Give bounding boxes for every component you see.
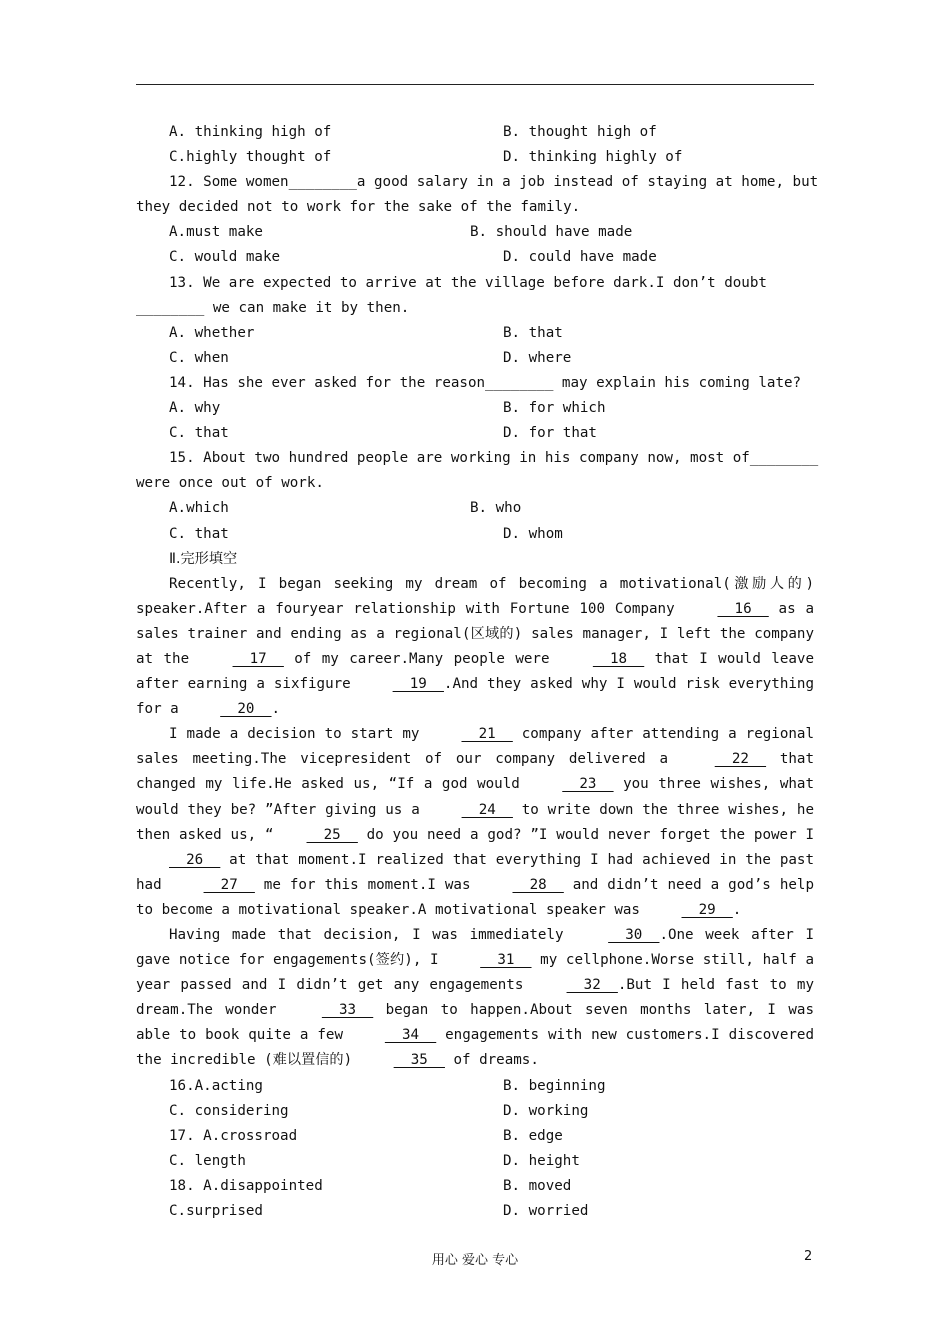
q15-options-row2 (136, 522, 814, 547)
q15-option-d: D. whom (503, 525, 563, 542)
q14-option-b: B. for which (503, 400, 606, 417)
q11-options-row2 (136, 145, 814, 170)
q16-option-a: 16.A.acting (169, 1077, 263, 1094)
q16-option-b: B. beginning (503, 1077, 606, 1094)
q12-option-d: D. could have made (503, 249, 657, 266)
q17-option-d: D. height (503, 1152, 580, 1169)
blank-31: __31__ (480, 952, 532, 969)
q13-options-row1 (136, 321, 814, 346)
blank-25: __25__ (306, 826, 358, 843)
q12-options-row2 (136, 245, 814, 270)
q13-stem-cont: ________ we can make it by then. (136, 299, 410, 316)
blank-21: __21__ (461, 726, 513, 743)
q12-option-c: C. would make (169, 249, 281, 266)
q12-option-b: B. should have made (470, 224, 633, 241)
q11-option-a: A. thinking high of (169, 124, 332, 140)
passage-text: engagements with new customers.I discovered the incredible (难以置信的) (136, 1027, 814, 1069)
passage-text: that changed my life.He asked us, “If a god would (136, 751, 814, 793)
q11-option-d: D. thinking highly of (503, 149, 683, 166)
q11-options-row1 (136, 120, 814, 145)
page-content (136, 120, 819, 1224)
q17-options-row2 (136, 1149, 814, 1174)
passage-text: began to happen.About seven months later, I was able to book quite a few (136, 1002, 814, 1044)
q18-options-row1 (136, 1174, 814, 1199)
passage-text: my cellphone.Worse still, half a year passed and I didn’t get any engagements (136, 952, 814, 994)
q15-option-b: B. who (470, 500, 522, 517)
q14-option-a: A. why (169, 400, 221, 417)
blank-18: __18__ (592, 650, 645, 667)
q14-option-d: D. for that (503, 425, 597, 442)
passage-text: .One week after I gave notice for engagements(签约), I (136, 927, 814, 969)
q13-option-b: B. that (503, 324, 563, 341)
cloze-passage (136, 572, 814, 1074)
passage-text: do you need a god? ”I would never forget the power I (357, 826, 814, 843)
q14-options-row1 (136, 396, 814, 421)
q17-options-row1 (136, 1124, 814, 1149)
q18-option-c: C.surprised (169, 1203, 263, 1220)
q11-option-b: B. thought high of (503, 124, 657, 140)
q17-option-b: B. edge (503, 1127, 563, 1144)
passage-text: .But I held fast to my dream.The wonder (136, 977, 814, 1019)
q18-option-b: B. moved (503, 1177, 572, 1194)
blank-22: __22__ (714, 751, 767, 768)
q15-option-a: A.which (169, 500, 229, 517)
cloze-paragraph-2 (136, 722, 814, 923)
footer-motto: 用心 爱心 专心 (431, 1253, 519, 1268)
blank-35: __35__ (393, 1052, 445, 1069)
passage-text: . (732, 901, 742, 918)
q13-option-d: D. where (503, 349, 572, 366)
cloze-paragraph-1 (136, 572, 814, 723)
blank-20: __20__ (220, 701, 272, 718)
q18-option-a: 18. A.disappointed (169, 1177, 323, 1194)
header-rule (136, 84, 814, 85)
q13-option-a: A. whether (169, 324, 255, 341)
passage-text: . (271, 701, 281, 718)
passage-text: I made a decision to start my (169, 726, 429, 743)
q14-stem: 14. Has she ever asked for the reason________ may explain his coming late? (169, 374, 802, 391)
q12-option-a: A.must make (169, 224, 263, 241)
q16-options-row2 (136, 1099, 814, 1124)
passage-text: as a sales trainer and ending as a regional(区域的) sales manager, I left the company at the (136, 600, 814, 667)
passage-text: you three wishes, what would they be? ”After giving us a (136, 776, 814, 818)
q16-option-c: C. considering (169, 1102, 289, 1119)
blank-27: __27__ (203, 876, 255, 893)
passage-text: Having made that decision, I was immediately (169, 927, 576, 943)
q14-options-row2 (136, 421, 814, 446)
blank-29: __29__ (681, 901, 733, 918)
q15-stem: 15. About two hundred people are working in his company now, most of________ (169, 450, 819, 467)
q17-option-c: C. length (169, 1152, 246, 1169)
q12-options-row1 (136, 220, 814, 245)
q18-options-row2 (136, 1199, 814, 1224)
blank-33: __33__ (321, 1002, 374, 1019)
blank-24: __24__ (461, 801, 513, 818)
q15-options-row1 (136, 496, 814, 521)
q11-option-c: C.highly thought of (169, 149, 332, 166)
blank-16: __16__ (717, 600, 769, 617)
blank-32: __32__ (566, 977, 618, 994)
blank-30: __30__ (608, 927, 660, 943)
q17-option-a: 17. A.crossroad (169, 1127, 298, 1144)
passage-text: that I would leave after earning a sixfigure (136, 650, 814, 693)
q13-stem: 13. We are expected to arrive at the village before dark.I don’t doubt (169, 274, 767, 291)
blank-23: __23__ (562, 776, 614, 793)
passage-text: .And they asked why I would risk everything for a (136, 676, 814, 718)
cloze-paragraph-3 (136, 923, 814, 1074)
passage-text: and didn’t need a god’s help to become a motivational speaker.A motivational speaker was (136, 876, 814, 918)
q16-option-d: D. working (503, 1102, 589, 1119)
passage-text: of dreams. (444, 1052, 539, 1069)
q15-stem-cont: were once out of work. (136, 475, 324, 492)
blank-28: __28__ (512, 876, 564, 893)
passage-text: Recently, I began seeking my dream of becoming a motivational(激励人的) speaker.After a fouryear relationship with Fortune 100 Company (136, 575, 814, 617)
passage-text: to write down the three wishes, he then asked us, “ (136, 801, 814, 843)
blank-19: __19__ (392, 676, 444, 693)
q15-option-c: C. that (169, 525, 229, 542)
passage-text: of my career.Many people were (283, 650, 560, 667)
q12-stem-cont: they decided not to work for the sake of the family. (136, 199, 581, 216)
q14-option-c: C. that (169, 425, 229, 442)
blank-26: __26__ (169, 851, 221, 868)
blank-17: __17__ (232, 650, 284, 667)
page-number: 2 (804, 1249, 813, 1264)
q18-option-d: D. worried (503, 1203, 589, 1220)
passage-text: at that moment.I realized that everything I had achieved in the past had (136, 851, 814, 893)
q12-stem: 12. Some women________a good salary in a job instead of staying at home, but (169, 174, 819, 191)
blank-34: __34__ (384, 1027, 437, 1044)
passage-text: me for this moment.I was (254, 876, 480, 893)
q16-options-row1 (136, 1074, 814, 1099)
q13-options-row2 (136, 346, 814, 371)
passage-text: company after attending a regional sales meeting.The vicepresident of our company delivered a (136, 726, 814, 768)
section-title-cloze: Ⅱ.完形填空 (169, 550, 238, 567)
q13-option-c: C. when (169, 349, 229, 366)
